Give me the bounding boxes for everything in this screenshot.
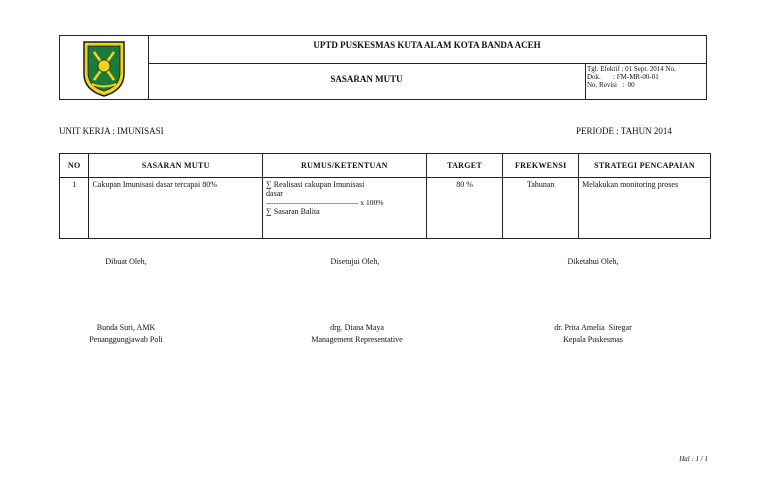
meta-revision: No. Revisi : 00 bbox=[587, 81, 635, 89]
made-by-name: Bunda Suri, AMK bbox=[96, 323, 156, 332]
unit-kerja: UNIT KERJA : IMUNISASI bbox=[59, 126, 164, 136]
approved-by-signatory bbox=[257, 322, 457, 346]
periode: PERIODE : TAHUN 2014 bbox=[576, 126, 672, 136]
col-no: NO bbox=[60, 154, 89, 178]
approved-by-role: Management Representative bbox=[311, 335, 403, 344]
known-by-role: Kepala Puskesmas bbox=[563, 335, 623, 344]
col-target: TARGET bbox=[426, 154, 503, 178]
approved-by-label: Disetujui Oleh, bbox=[330, 257, 380, 266]
document-header bbox=[59, 35, 707, 100]
formula-numerator: ∑ Realisasi cakupan Imunisasi bbox=[266, 180, 365, 189]
known-by-signatory bbox=[493, 322, 693, 346]
meta-effective-date: Tgl. Efektif : 01 Sept. 2014 No. bbox=[587, 65, 676, 73]
made-by-signatory bbox=[26, 322, 226, 346]
document-title: SASARAN MUTU bbox=[330, 74, 403, 84]
col-frekwensi: FREKWENSI bbox=[503, 154, 579, 178]
cell-target: 80 % bbox=[426, 178, 503, 239]
organization-title: UPTD PUSKESMAS KUTA ALAM KOTA BANDA ACEH bbox=[313, 40, 541, 50]
document-meta bbox=[587, 65, 676, 89]
made-by-role: Penanggungjawab Poli bbox=[89, 335, 163, 344]
header-row-divider bbox=[148, 63, 706, 64]
col-rumus: RUMUS/KETENTUAN bbox=[263, 154, 427, 178]
cell-no: 1 bbox=[60, 178, 89, 239]
logo-cell bbox=[60, 36, 149, 99]
approved-by-name: drg. Diana Maya bbox=[330, 323, 384, 332]
known-by-label: Diketahui Oleh, bbox=[567, 257, 619, 266]
col-sasaran: SASARAN MUTU bbox=[89, 154, 263, 178]
cell-strategi: Melakukan monitoring proses bbox=[579, 178, 711, 239]
formula-denominator: ∑ Sasaran Balita bbox=[266, 207, 320, 216]
formula-numerator-cont: dasar bbox=[266, 189, 283, 198]
cell-sasaran: Cakupan Imunisasi dasar tercapai 80% bbox=[89, 178, 263, 239]
table-header-row bbox=[60, 154, 711, 178]
formula-fraction-bar: ------------------------------------- x 100% bbox=[266, 198, 384, 207]
col-strategi: STRATEGI PENCAPAIAN bbox=[579, 154, 711, 178]
known-by-name: dr. Prita Amelia Siregar bbox=[554, 323, 632, 332]
meta-doc-number: Dok. : FM-MR-00-01 bbox=[587, 73, 659, 81]
header-meta-divider bbox=[585, 63, 586, 99]
page-number: Hal : 1 / 1 bbox=[679, 455, 708, 463]
made-by-label: Dibuat Oleh, bbox=[105, 257, 147, 266]
cell-rumus bbox=[263, 178, 427, 239]
banda-aceh-emblem-icon bbox=[60, 36, 148, 99]
table-row bbox=[60, 178, 711, 239]
cell-frekwensi: Tahunan bbox=[503, 178, 579, 239]
sasaran-mutu-table bbox=[59, 153, 711, 239]
